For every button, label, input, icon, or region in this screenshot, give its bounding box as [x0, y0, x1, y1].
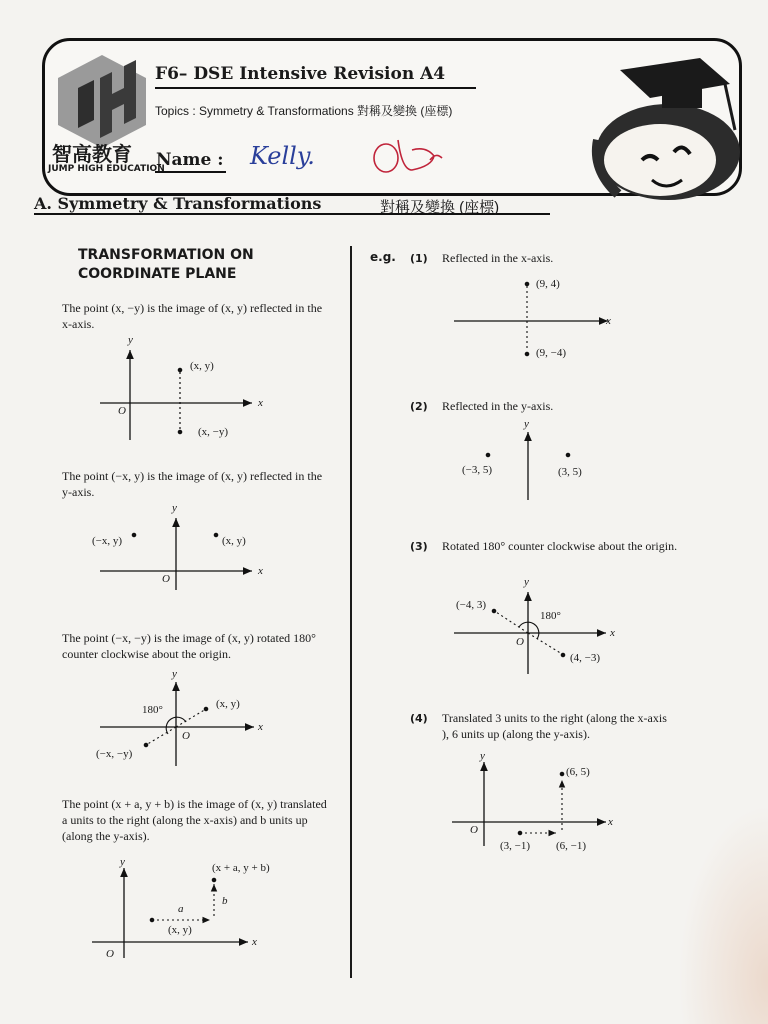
d3-text: The point (−x, −y) is the image of (x, y) rotated 180° counter clockwise about the origin.: [62, 631, 316, 661]
e1-graph: [454, 282, 608, 356]
d3-y-label: y: [172, 668, 177, 680]
d4-b-label: b: [222, 895, 228, 907]
e4-image-label: (6, 5): [566, 766, 590, 778]
e4-x-label: x: [608, 816, 613, 828]
d2-origin-label: O: [162, 573, 170, 585]
d3-x-label: x: [258, 721, 263, 733]
name-label: Name :: [156, 150, 224, 170]
e1-text: Reflected in the x-axis.: [442, 251, 554, 265]
d3-origin-label: O: [182, 730, 190, 742]
eg-label: e.g.: [370, 250, 396, 264]
school-name-en: JUMP HIGH EDUCATION: [48, 164, 165, 174]
e1-x-label: x: [606, 315, 611, 327]
name-value: Kelly.: [250, 142, 315, 170]
e4-y-label: y: [480, 750, 485, 762]
e1-image-label: (9, −4): [536, 347, 567, 359]
d4-point-label: (x, y): [168, 924, 192, 936]
e2-y-label: y: [524, 418, 529, 430]
section-heading-cn: 對稱及變換 (座標): [380, 199, 500, 216]
e4-origin-label: O: [470, 824, 478, 836]
e3-text: Rotated 180° counter clockwise about the origin.: [442, 539, 678, 553]
d3-point-label: (x, y): [216, 698, 240, 710]
d2-image-label: (−x, y): [92, 535, 123, 547]
d4-y-label: y: [120, 856, 125, 868]
e1-point-label: (9, 4): [536, 278, 560, 290]
header-topics: Topics : Symmetry & Transformations 對稱及變換 (座標): [155, 104, 453, 118]
section-heading: A. Symmetry & Transformations: [34, 194, 322, 213]
d1-image-label: (x, −y): [198, 426, 229, 438]
school-name-cn: 智高教育: [52, 142, 132, 166]
d4-text: The point (x + a, y + b) is the image of (x, y) translated a units to the right (along the x-axis) and b units up (along the y-axis).: [62, 797, 327, 843]
e3-x-label: x: [610, 627, 615, 639]
d2-y-label: y: [172, 502, 177, 514]
e3-num: (3): [410, 540, 428, 553]
d1-text: The point (x, −y) is the image of (x, y) reflected in the x-axis.: [62, 301, 323, 331]
e4-text: Translated 3 units to the right (along the x-axis ), 6 units up (along the y-axis).: [442, 711, 667, 741]
d2-x-label: x: [258, 565, 263, 577]
e3-origin-label: O: [516, 636, 524, 648]
d3-image-label: (−x, −y): [96, 748, 133, 760]
e1-num: (1): [410, 252, 428, 265]
e2-num: (2): [410, 400, 428, 413]
e2-image-label: (−3, 5): [462, 464, 493, 476]
e4-num: (4): [410, 712, 428, 725]
e4-target-label: (6, −1): [556, 840, 587, 852]
e3-y-label: y: [524, 576, 529, 588]
d4-x-label: x: [252, 936, 257, 948]
d4-image-label: (x + a, y + b): [212, 862, 270, 874]
d1-y-label: y: [128, 334, 133, 346]
e3-point-label: (4, −3): [570, 652, 601, 664]
d1-x-label: x: [258, 397, 263, 409]
d2-text: The point (−x, y) is the image of (x, y) reflected in the y-axis.: [62, 469, 323, 499]
e3-image-label: (−4, 3): [456, 599, 487, 611]
e2-point-label: (3, 5): [558, 466, 582, 478]
d1-origin-label: O: [118, 405, 126, 417]
d3-angle-label: 180°: [142, 704, 163, 716]
d4-a-label: a: [178, 903, 184, 915]
d1-point-label: (x, y): [190, 360, 214, 372]
d2-point-label: (x, y): [222, 535, 246, 547]
d4-origin-label: O: [106, 948, 114, 960]
left-title: TRANSFORMATION ON COORDINATE PLANE: [78, 247, 254, 282]
e3-angle-label: 180°: [540, 610, 561, 622]
e4-point-label: (3, −1): [500, 840, 531, 852]
header-title: F6– DSE Intensive Revision A4: [155, 64, 446, 84]
e2-text: Reflected in the y-axis.: [442, 399, 554, 413]
